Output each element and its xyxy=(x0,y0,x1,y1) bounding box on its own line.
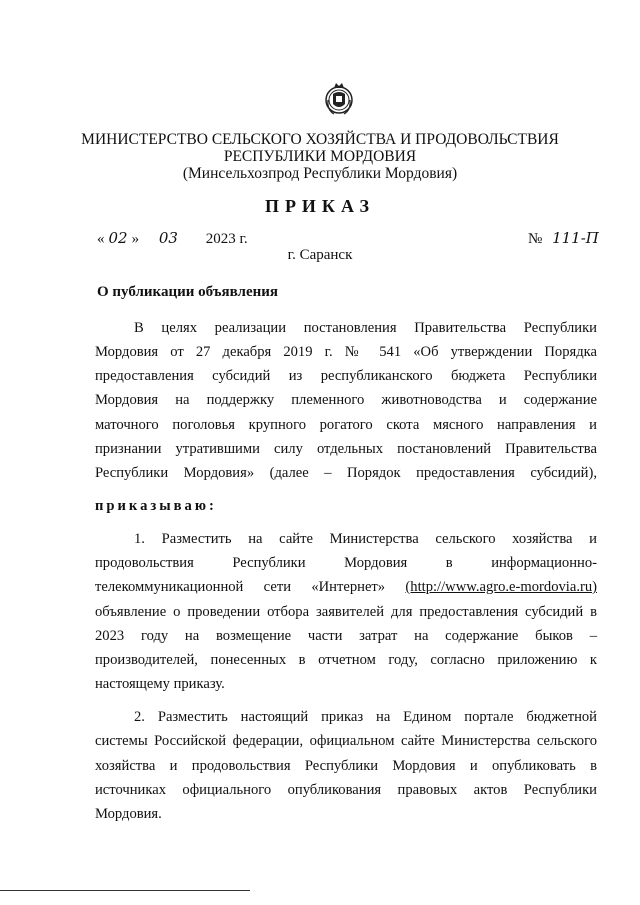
paragraph-line: Республики Мордовия» (далее – Порядок предоставления субсидий), xyxy=(95,465,597,481)
date-year: 2023 г. xyxy=(205,231,248,247)
ministry-name-line1: МИНИСТЕРСТВО СЕЛЬСКОГО ХОЗЯЙСТВА И ПРОДОВОЛЬСТВИЯ xyxy=(81,131,559,148)
paragraph-line: источниках официального опубликования правовых актов Республики xyxy=(95,782,597,798)
paragraph-line: маточного поголовья крупного рогатого скота мясного направления и xyxy=(95,417,597,433)
paragraph-line: настоящему приказу. xyxy=(95,676,225,692)
footer-divider xyxy=(0,890,250,891)
document-title: ПРИКАЗ xyxy=(264,196,376,216)
paragraph-line: системы Российской федерации, официальном сайте Министерства сельского xyxy=(95,733,597,749)
date-month: 03 xyxy=(158,229,178,247)
paragraph-line: Мордовия от 27 декабря 2019 г. № 541 «Об утверждении Порядка xyxy=(95,344,597,360)
paragraph-line: признании утратившими силу отдельных постановлений Правительства xyxy=(95,441,597,457)
paragraph-line: 2023 году на возмещение части затрат на содержание быков – xyxy=(95,628,597,644)
paragraph-line: объявление о проведении отбора заявителей для предоставления субсидий в xyxy=(95,604,597,620)
paragraph-line-text: телекоммуникационной сети «Интернет» xyxy=(95,579,386,595)
paragraph-line: В целях реализации постановления Правительства Республики xyxy=(134,320,597,336)
paragraph-line: Мордовия. xyxy=(95,806,162,822)
paragraph-line: хозяйства и продовольствия Республики Мордовия и опубликовать в xyxy=(95,758,597,774)
coat-of-arms-emblem xyxy=(324,80,354,118)
document-number xyxy=(528,229,599,248)
orders-word: приказываю: xyxy=(95,498,217,514)
paragraph-line: 1. Разместить на сайте Министерства сельского хозяйства и xyxy=(134,531,597,547)
document-city: г. Саранск xyxy=(287,247,353,263)
paragraph-line: 2. Разместить настоящий приказ на Едином портале бюджетной xyxy=(134,709,597,725)
date-day: 02 xyxy=(108,229,128,247)
ministry-short-name: (Минсельхозпрод Республики Мордовия) xyxy=(182,165,458,182)
paragraph-line: предоставления субсидий из республиканского бюджета Республики xyxy=(95,368,597,384)
paragraph-line-with-link xyxy=(95,575,597,599)
document-date xyxy=(97,229,248,248)
paragraph-line: производителей, понесенных в отчетном году, согласно приложению к xyxy=(95,652,597,668)
number-value: 111-П xyxy=(552,229,599,247)
paragraph-line: продовольствия Республики Мордовия в информационно- xyxy=(95,555,597,571)
paragraph-line: Мордовия на поддержку племенного животноводства и содержание xyxy=(95,392,597,408)
date-quote-open: « xyxy=(97,231,105,247)
date-quote-close: » xyxy=(131,231,140,247)
document-subject: О публикации объявления xyxy=(97,284,279,300)
website-link[interactable]: (http://www.agro.e-mordovia.ru) xyxy=(405,579,597,595)
number-prefix: № xyxy=(528,231,543,247)
ministry-name-line2: РЕСПУБЛИКИ МОРДОВИЯ xyxy=(223,148,417,165)
